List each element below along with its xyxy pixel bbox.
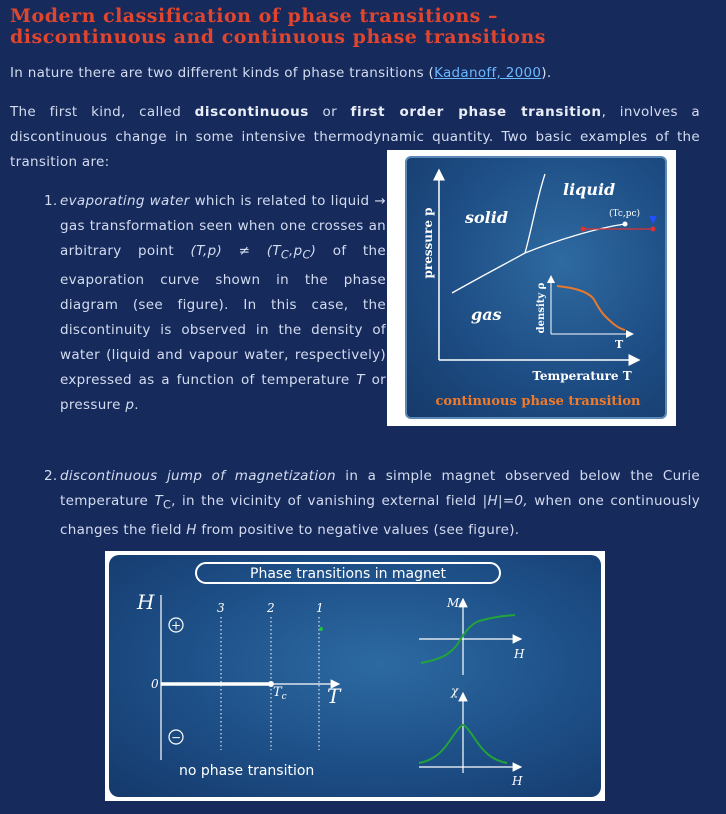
solid-label: solid	[465, 208, 509, 227]
plus-sign: +	[170, 618, 182, 633]
intro-paragraph	[10, 61, 700, 86]
discontinuous-term: discontinuous	[194, 104, 309, 120]
item1-point-c: )	[310, 243, 317, 259]
item1-sub-c1: C	[280, 248, 290, 262]
critical-marker	[649, 216, 657, 224]
magnet-title: Phase transitions in magnet	[250, 566, 446, 582]
page-title	[10, 6, 710, 48]
crossing-point-left	[581, 227, 586, 232]
sublimation-curve	[452, 253, 525, 293]
magnet-figure	[105, 551, 605, 801]
item2-text-3: when one continuously changes the field	[60, 493, 700, 538]
item2-Tc: T	[154, 493, 163, 509]
H-label: H	[137, 590, 155, 614]
kadanoff-link[interactable]: Kadanoff, 2000	[434, 65, 542, 81]
item1-T: T	[356, 371, 365, 388]
title-line-2: discontinuous and continuous phase transitions	[10, 26, 546, 48]
intro-text-end: ).	[541, 65, 552, 81]
first-order-term: first order phase transition	[350, 104, 602, 120]
title-line-1: Modern classification of phase transitions –	[10, 5, 498, 27]
crossing-point-right	[651, 227, 656, 232]
list-number-1: 1.	[44, 193, 58, 209]
list-number-2: 2.	[44, 468, 58, 484]
item2-text-4: from positive to negative values (see figure).	[196, 521, 520, 538]
continuous-transition-caption: continuous phase transition	[435, 394, 641, 409]
no-transition-label: no phase transition	[179, 763, 315, 779]
intro-text: In nature there are two different kinds of phase transitions (	[10, 65, 435, 81]
magnet-svg	[109, 555, 601, 797]
item2-text-1: in a simple magnet observed below the Curie temperature	[60, 468, 700, 509]
item1-p: p	[125, 396, 135, 413]
list-item-magnetization	[44, 464, 700, 543]
inset-density-label: density ρ	[536, 282, 547, 334]
minus-sign: −	[170, 730, 182, 745]
list-item-evaporation	[44, 189, 386, 418]
field-marker	[319, 627, 323, 631]
item2-sub-c: C	[162, 498, 172, 512]
phase-diagram-svg	[407, 158, 669, 421]
gas-label: gas	[471, 305, 502, 324]
Tc-label: $T_c$	[273, 685, 287, 702]
phase-diagram-panel	[405, 156, 667, 419]
T-label: T	[327, 684, 341, 708]
magnet-panel	[109, 555, 601, 797]
item1-text-3: or pressure	[60, 371, 386, 413]
M-H-label: H	[514, 647, 525, 661]
critical-point-label: (Tc,pc)	[609, 209, 641, 219]
chi-label: χ	[451, 684, 459, 698]
first-kind-text-3: , involves a discontinuous change in some intensive thermodynamic quantity. Two basic examples of the transition are:	[10, 104, 701, 170]
isotherm-1-label: 1	[316, 601, 324, 615]
item1-text-2: of the evaporation curve shown in the phase diagram (see figure). In this case, the discontinuity is observed in the density of water (liquid and vapour water, respectively) expressed as a function of temperature	[60, 243, 386, 388]
chi-H-label: H	[512, 774, 523, 788]
item2-text-2: , in the vicinity of vanishing external field	[171, 493, 483, 509]
item1-text-4: .	[134, 396, 139, 413]
isotherm-3-label: 3	[217, 601, 225, 615]
magnetization-jump-term: discontinuous jump of magnetization	[60, 468, 336, 484]
first-kind-text-1: The first kind, called	[10, 104, 195, 120]
item1-point-b: ,p	[289, 243, 303, 259]
item1-text-1: which is related to liquid → gas transformation seen when one crosses an arbitrary point	[60, 193, 386, 259]
evaporating-water-term: evaporating water	[60, 193, 190, 209]
pressure-axis-label: pressure p	[421, 207, 435, 279]
first-kind-text-2: or	[308, 104, 351, 120]
critical-point	[623, 222, 628, 227]
liquid-label: liquid	[563, 180, 616, 199]
temperature-axis-label: Temperature T	[532, 369, 632, 383]
isotherm-2-label: 2	[267, 601, 275, 615]
phase-diagram-figure	[387, 150, 676, 426]
inset-T-label: T	[615, 338, 624, 351]
item2-H: H	[186, 521, 197, 538]
item1-point-a: (T,p) ≠ (T	[190, 243, 281, 259]
zero-label: 0	[151, 677, 159, 691]
item1-sub-c2: C	[302, 248, 311, 262]
density-curve	[557, 286, 625, 330]
melting-curve	[525, 174, 545, 253]
item2-field: |H|=0,	[482, 493, 528, 509]
M-label: M	[447, 596, 460, 610]
